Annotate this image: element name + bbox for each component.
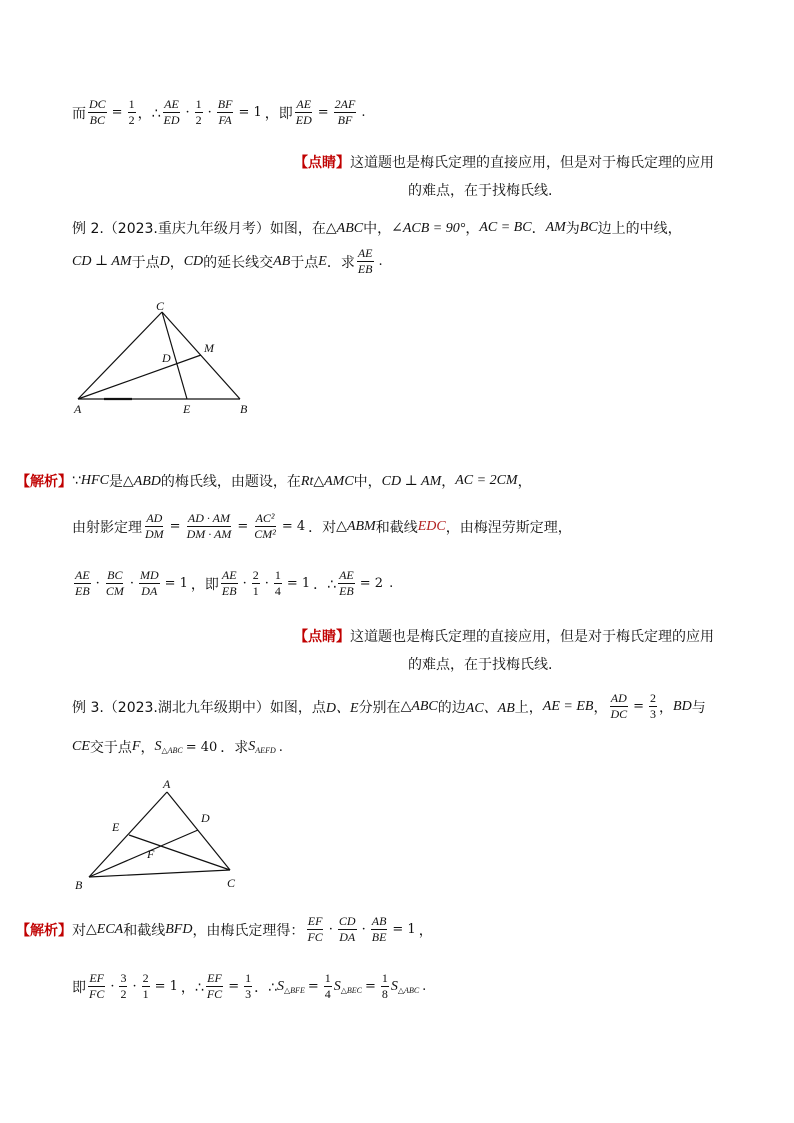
numerator: AC²	[255, 511, 275, 525]
text: 是	[108, 474, 123, 490]
text: ，	[418, 922, 433, 939]
subscript: △ABC	[397, 985, 420, 995]
text: ，	[169, 254, 184, 271]
numerator: EF	[89, 971, 104, 985]
denominator: CM	[105, 584, 124, 598]
numerator: 2	[142, 971, 149, 985]
text: ．对	[308, 519, 337, 536]
s-letter: S	[333, 978, 341, 994]
fraction	[139, 569, 160, 598]
text: 对	[72, 922, 86, 939]
numerator: 1	[245, 971, 252, 985]
fraction	[381, 972, 389, 1001]
text: 的边	[437, 699, 466, 716]
operator: = 1	[238, 105, 262, 120]
period: .	[278, 739, 283, 755]
math: CE	[72, 739, 90, 754]
label-b: B	[75, 878, 83, 892]
numerator: EF	[307, 914, 323, 928]
numerator: AD · AM	[187, 511, 231, 525]
text: 与	[691, 699, 706, 716]
denominator: EB	[357, 262, 373, 276]
example-3-line-2	[72, 737, 286, 757]
example-3-line-1	[72, 692, 706, 721]
numerator: AE	[75, 568, 90, 582]
dianjing-text: 这道题也是梅氏定理的直接应用，但是对于梅氏定理的应用	[350, 155, 714, 171]
label-c: C	[227, 876, 236, 890]
operator: = 2	[359, 576, 384, 591]
text: ．	[531, 221, 546, 237]
text: ，由梅涅劳斯定理，	[445, 519, 572, 536]
fraction	[144, 512, 165, 541]
math: E	[318, 253, 327, 269]
text: ，	[465, 221, 480, 237]
text: ，	[140, 740, 155, 756]
dot-operator: ·	[110, 979, 115, 994]
operator: =	[237, 519, 249, 534]
line-1	[72, 98, 368, 127]
dianjing-text: 的难点，在于找梅氏线.	[408, 183, 553, 199]
math: D	[159, 253, 170, 269]
text: 例 3.（2023.湖北九年级期中）如图，点	[72, 699, 326, 716]
fraction	[217, 98, 234, 127]
denominator: 3	[650, 707, 657, 721]
label-b: B	[240, 402, 248, 416]
dianjing-1-line-2	[408, 180, 552, 200]
math: △ABC	[325, 220, 364, 236]
numerator: AB	[371, 914, 387, 928]
text: 和截线	[123, 922, 166, 939]
label-d: D	[201, 811, 210, 825]
numerator: 2	[252, 568, 259, 582]
math: △ABC	[400, 699, 438, 714]
numerator: AE	[164, 97, 179, 111]
dianjing-text: 的难点，在于找梅氏线.	[408, 657, 553, 673]
fraction	[334, 98, 357, 127]
denominator: DM	[145, 527, 164, 541]
fraction	[252, 569, 260, 598]
label-c: C	[156, 300, 165, 313]
fraction	[119, 972, 127, 1001]
numerator: DC	[89, 97, 106, 111]
segment-ac	[78, 312, 162, 399]
numerator: AE	[296, 97, 312, 111]
s-letter: S	[277, 978, 285, 994]
numerator: MD	[139, 568, 159, 582]
math: BFD	[165, 921, 193, 937]
numerator: 1	[381, 971, 388, 985]
label-d: D	[162, 351, 171, 365]
fraction	[609, 692, 628, 721]
denominator: BE	[371, 930, 387, 944]
segment-ce	[129, 835, 230, 870]
numerator: BC	[107, 568, 123, 582]
solution-2-line-2	[72, 512, 572, 541]
dot-operator: ·	[264, 576, 269, 591]
denominator: FC	[206, 987, 223, 1001]
text: 为	[565, 221, 580, 237]
period: .	[422, 979, 427, 994]
math: AC = BC	[479, 220, 532, 235]
numerator: AE	[221, 568, 237, 582]
math: HFC	[80, 473, 109, 488]
numerator: AD	[146, 511, 163, 525]
numerator: CD	[338, 914, 356, 928]
text: ，	[517, 474, 532, 490]
math: AM	[545, 220, 566, 235]
label-a: A	[74, 402, 82, 416]
dianjing-label: 【点睛】	[294, 155, 350, 171]
numerator: AD	[610, 691, 627, 705]
numerator: AE	[357, 246, 373, 260]
numerator: 1	[195, 97, 202, 111]
numerator: AE	[339, 568, 354, 582]
period: .	[389, 576, 394, 591]
text: ．求	[220, 740, 249, 756]
fraction	[274, 569, 282, 598]
denominator: EB	[75, 584, 90, 598]
numerator: 1	[274, 568, 281, 582]
fraction	[105, 569, 125, 598]
dianjing-label: 【点睛】	[294, 629, 350, 645]
fraction	[306, 915, 323, 944]
text: 上，	[514, 699, 543, 716]
operator: = 4	[281, 519, 306, 534]
text: 和截线	[375, 519, 418, 536]
operator: = 1	[164, 576, 188, 591]
operator: =	[111, 105, 123, 120]
math: ∠ACB = 90°	[391, 220, 466, 236]
area-symbol	[277, 979, 305, 995]
denominator: 4	[324, 987, 331, 1001]
text: 而	[72, 105, 86, 122]
subscript: △BEC	[340, 985, 362, 995]
denominator: FA	[218, 113, 232, 127]
fraction	[186, 512, 233, 541]
text: ，	[441, 474, 456, 490]
fraction	[371, 915, 388, 944]
area-symbol	[154, 739, 182, 755]
s-letter: S	[248, 739, 256, 754]
triangle-figure-2	[70, 775, 250, 895]
label-e: E	[112, 820, 120, 834]
fraction	[88, 972, 105, 1001]
denominator: 8	[381, 987, 388, 1001]
operator: =	[365, 979, 376, 994]
dot-operator: ·	[132, 979, 137, 994]
area-symbol	[391, 979, 419, 995]
fraction	[244, 972, 252, 1001]
dianjing-2-line-2	[408, 654, 552, 674]
math: △ECA	[86, 922, 124, 937]
math: △ABD	[122, 473, 161, 489]
fraction	[324, 972, 332, 1001]
operator: =	[228, 979, 240, 994]
operator: =	[169, 519, 181, 534]
dianjing-1-line-1	[294, 152, 714, 172]
math: △ABM	[336, 519, 376, 534]
denominator: DM · AM	[186, 527, 232, 541]
subscript: △ABC	[161, 746, 183, 755]
segment-ac	[167, 792, 230, 870]
label-e: E	[183, 402, 191, 416]
numerator: 1	[128, 97, 135, 111]
dot-operator: ·	[95, 576, 100, 591]
text: ，	[593, 699, 608, 716]
fraction	[357, 247, 374, 276]
text: 即	[72, 979, 86, 996]
denominator: EB	[221, 584, 237, 598]
period: .	[361, 105, 366, 120]
text: 分别在	[358, 699, 401, 716]
text: ，∴	[180, 979, 204, 996]
numerator: 2	[650, 691, 657, 705]
denominator: DC	[610, 707, 628, 721]
text: ．∴	[254, 979, 278, 996]
denominator: 2	[120, 987, 127, 1001]
fraction	[128, 98, 136, 127]
example-2-line-2	[72, 247, 386, 276]
denominator: 3	[245, 987, 252, 1001]
text: 由射影定理	[72, 519, 142, 536]
segment-ab	[89, 792, 167, 877]
text: 交于点	[89, 740, 132, 756]
solution-3-line-2	[72, 972, 429, 1001]
subscript: AEFD	[255, 746, 276, 755]
text: ．求	[326, 254, 355, 271]
numerator: 2AF	[334, 97, 356, 111]
denominator: ED	[295, 113, 312, 127]
math: AB	[273, 253, 291, 269]
operator: =	[317, 105, 329, 120]
label-a: A	[163, 777, 171, 791]
text: 中，	[353, 474, 382, 490]
text: ∵	[72, 473, 81, 489]
math: D、E	[325, 700, 359, 716]
fraction	[142, 972, 150, 1001]
denominator: DA	[339, 930, 356, 944]
subscript: △BFE	[284, 985, 305, 995]
solution-3-line-1	[16, 915, 433, 944]
text: ，由梅氏定理得：	[192, 922, 305, 939]
denominator: DA	[141, 584, 158, 598]
dot-operator: ·	[361, 922, 366, 937]
denominator: EB	[339, 584, 354, 598]
denominator: BC	[89, 113, 105, 127]
denominator: 2	[128, 113, 135, 127]
text: 的延长线交	[203, 254, 274, 271]
text: 于点	[131, 254, 160, 271]
fraction	[195, 98, 203, 127]
fraction	[206, 972, 223, 1001]
s-letter: S	[390, 978, 398, 994]
dianjing-text: 这道题也是梅氏定理的直接应用，但是对于梅氏定理的应用	[350, 629, 714, 645]
fraction	[253, 512, 277, 541]
math: EDC	[417, 518, 446, 534]
numerator: 1	[324, 971, 331, 985]
fraction	[163, 98, 181, 127]
segment-am	[78, 355, 201, 399]
example-2-line-1	[72, 218, 682, 238]
text: ，∴	[137, 105, 161, 122]
math: CD ⊥ AM	[381, 473, 442, 489]
math: AC = 2CM	[455, 473, 518, 488]
operator: = 1	[154, 979, 178, 994]
text: 边上的中线，	[597, 221, 682, 237]
dot-operator: ·	[328, 922, 333, 937]
text: ，	[659, 699, 674, 716]
operator: =	[307, 979, 319, 994]
fraction	[338, 915, 357, 944]
label-f: F	[147, 847, 155, 861]
text: 于点	[290, 254, 319, 271]
denominator: BF	[337, 113, 353, 127]
area-symbol	[248, 739, 275, 755]
math: AC、AB	[465, 700, 515, 716]
math: AE = EB	[542, 698, 594, 714]
area-symbol	[334, 979, 362, 995]
fraction	[338, 569, 355, 598]
jiexi-label: 【解析】	[16, 474, 72, 490]
denominator: 1	[252, 584, 259, 598]
denominator: 4	[274, 584, 281, 598]
numerator: BF	[217, 97, 233, 111]
fraction	[74, 569, 91, 598]
fraction	[649, 692, 657, 721]
text: 例 2.（2023.重庆九年级月考）如图，在	[72, 221, 326, 237]
numerator: 3	[120, 971, 127, 985]
operator: =	[633, 699, 645, 714]
fraction	[88, 98, 107, 127]
math: CD	[183, 253, 204, 269]
jiexi-label: 【解析】	[16, 922, 72, 939]
text: ．∴	[313, 576, 337, 593]
denominator: 2	[195, 113, 202, 127]
math: BD	[673, 698, 692, 714]
solution-2-line-1	[16, 471, 532, 491]
denominator: CM²	[254, 527, 276, 541]
denominator: FC	[89, 987, 105, 1001]
operator: = 40	[185, 739, 218, 755]
denominator: ED	[163, 113, 180, 127]
fraction	[295, 98, 313, 127]
math: Rt△AMC	[300, 473, 354, 489]
segment-bc	[89, 870, 230, 877]
operator: = 1	[392, 922, 416, 937]
operator: = 1	[286, 576, 311, 591]
math: CD ⊥ AM	[72, 254, 132, 269]
denominator: 1	[142, 987, 149, 1001]
text: 的梅氏线，由题设，在	[160, 474, 301, 490]
denominator: FC	[307, 930, 323, 944]
dianjing-2-line-1	[294, 626, 714, 646]
dot-operator: ·	[242, 576, 247, 591]
triangle-figure-1	[70, 300, 260, 420]
dot-operator: ·	[129, 576, 134, 591]
period: .	[378, 254, 383, 269]
math: F	[131, 739, 141, 754]
s-letter: S	[154, 739, 162, 754]
solution-2-line-3	[72, 569, 396, 598]
dot-operator: ·	[207, 105, 212, 120]
text: 中，	[363, 221, 392, 237]
math: BC	[579, 220, 598, 235]
dot-operator: ·	[185, 105, 190, 120]
text: ，即	[190, 576, 219, 593]
numerator: EF	[207, 971, 222, 985]
fraction	[221, 569, 238, 598]
text: ，即	[264, 105, 293, 122]
label-m: M	[204, 341, 214, 355]
